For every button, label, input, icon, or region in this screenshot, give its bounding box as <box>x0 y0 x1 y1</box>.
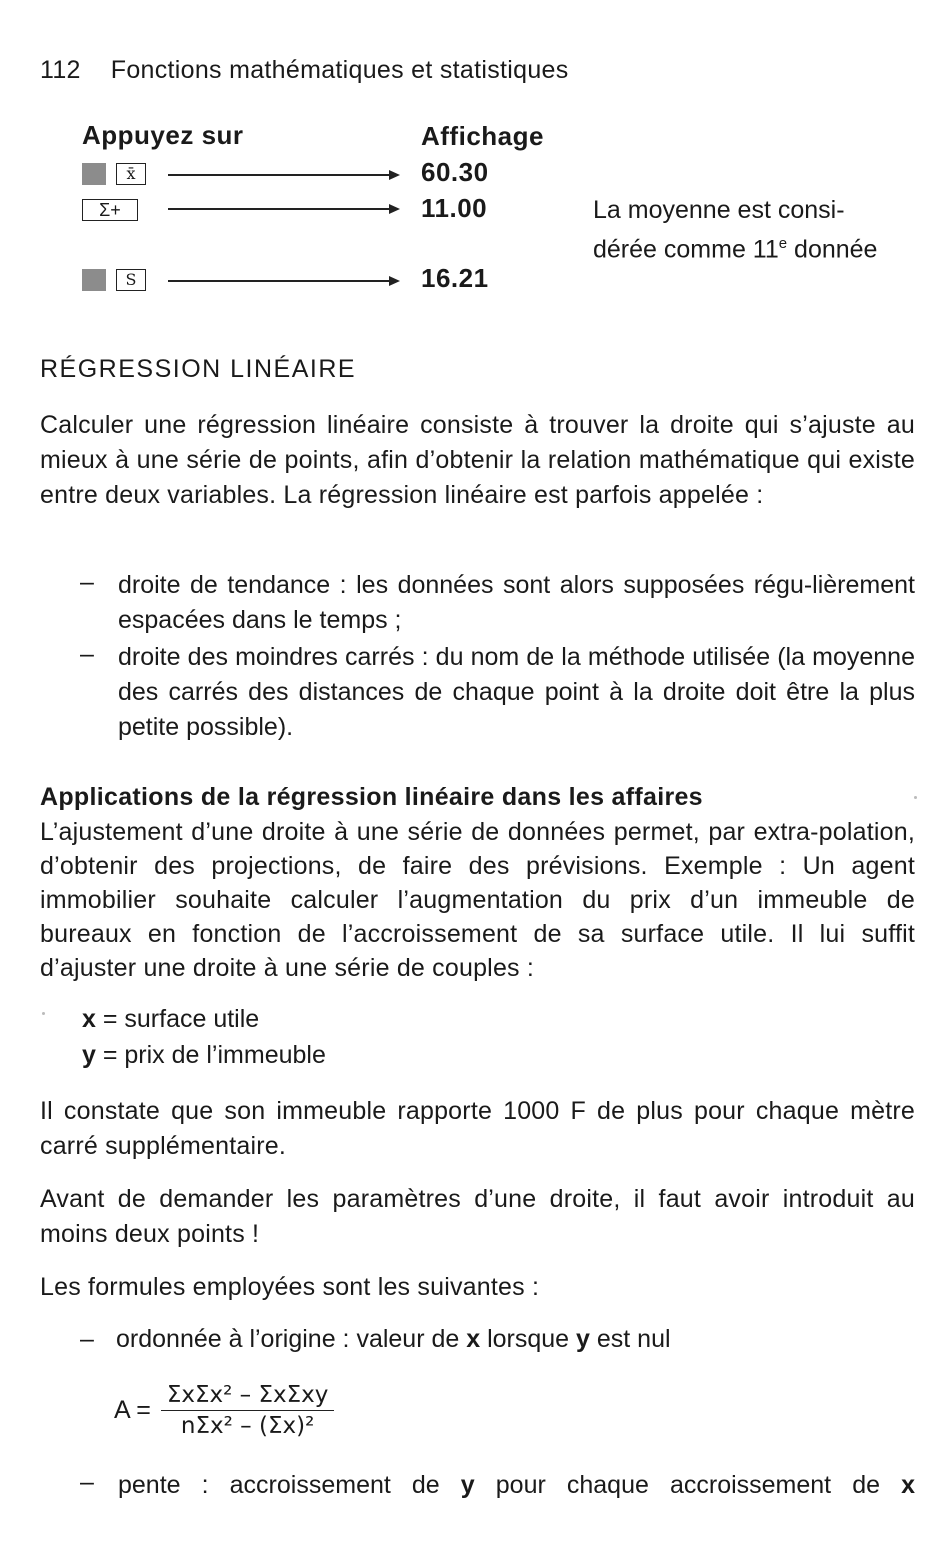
variable-definition-x: x = surface utile <box>82 1005 260 1033</box>
formula-lhs: A = <box>114 1396 151 1424</box>
bullet-dash: – <box>80 1325 94 1353</box>
shift-key-icon <box>82 163 106 185</box>
keystroke-row <box>82 267 146 293</box>
keys-column-header: Appuyez sur <box>82 120 244 150</box>
paragraph: Avant de demander les paramètres d’une droite, il faut avoir introduit au moins deux points ! <box>40 1185 915 1248</box>
chapter-title: Fonctions mathématiques et statistiques <box>110 56 569 84</box>
section-title: RÉGRESSION LINÉAIRE <box>40 355 357 383</box>
bullet-dash: – <box>80 568 94 596</box>
display-value: 16.21 <box>421 263 489 293</box>
shift-key-icon <box>82 269 106 291</box>
formula-fraction <box>161 1382 335 1439</box>
formula-item-slope: pente : accroissement de y pour chaque accroissement de x <box>118 1471 915 1499</box>
formula-item-intercept: ordonnée à l’origine : valeur de x lorsque y est nul <box>116 1325 671 1353</box>
note-line: La moyenne est consi- <box>593 196 845 224</box>
variable-definition-y: y = prix de l’immeuble <box>82 1041 326 1069</box>
std-dev-key: S <box>116 269 146 291</box>
bullet-dash: – <box>80 1468 94 1496</box>
paragraph: Les formules employées sont les suivantes : <box>40 1273 540 1301</box>
table-note <box>593 193 877 266</box>
page-number: 112 <box>40 56 81 84</box>
formula-denominator: nΣx² – (Σx)² <box>180 1413 315 1439</box>
bullet-dash: – <box>80 640 94 668</box>
note-line: dérée comme 11e donnée <box>593 235 878 264</box>
paragraph: Il constate que son immeuble rapporte 1000 F de plus pour chaque mètre carré supplémentaire. <box>40 1097 915 1160</box>
keystroke-row <box>82 161 146 187</box>
scan-speck <box>42 1012 45 1015</box>
right-arrow-icon <box>168 204 400 214</box>
formula-numerator: ΣxΣx² – ΣxΣxy <box>161 1382 335 1411</box>
display-value: 60.30 <box>421 157 489 187</box>
display-column-header: Affichage <box>421 121 544 151</box>
intercept-formula <box>114 1382 334 1439</box>
subsection-title: Applications de la régression linéaire dans les affaires <box>40 783 703 811</box>
intro-paragraph: Calculer une régression linéaire consiste à trouver la droite qui s’ajuste au mieux à une série de points, afin d’obtenir la relation mathématique qui existe entre deux variables. La régression linéaire est parfois appelée : <box>40 411 915 509</box>
bullet-item: droite de tendance : les données sont alors supposées régu-lièrement espacées dans le temps ; <box>118 571 915 634</box>
right-arrow-icon <box>168 170 400 180</box>
display-value: 11.00 <box>421 193 488 223</box>
right-arrow-icon <box>168 276 400 286</box>
scan-speck <box>914 796 917 799</box>
mean-key: x̄ <box>116 163 146 185</box>
applications-paragraph: L’ajustement d’une droite à une série de données permet, par extra-polation, d’obtenir des projections, de faire des prévisions. Exemple : Un agent immobilier souhaite calculer l’augmentation du prix d’un immeuble de bureaux en fonction de l’accroissement de sa surface utile. Il lui suffit d’ajuster une droite à une série de couples : <box>40 818 915 982</box>
keystroke-row <box>82 197 138 223</box>
page-header <box>40 56 569 85</box>
bullet-item: droite des moindres carrés : du nom de la méthode utilisée (la moyenne des carrés des distances de chaque point à la droite doit être la plus petite possible). <box>118 643 915 741</box>
sigma-plus-key: Σ+ <box>82 199 138 221</box>
